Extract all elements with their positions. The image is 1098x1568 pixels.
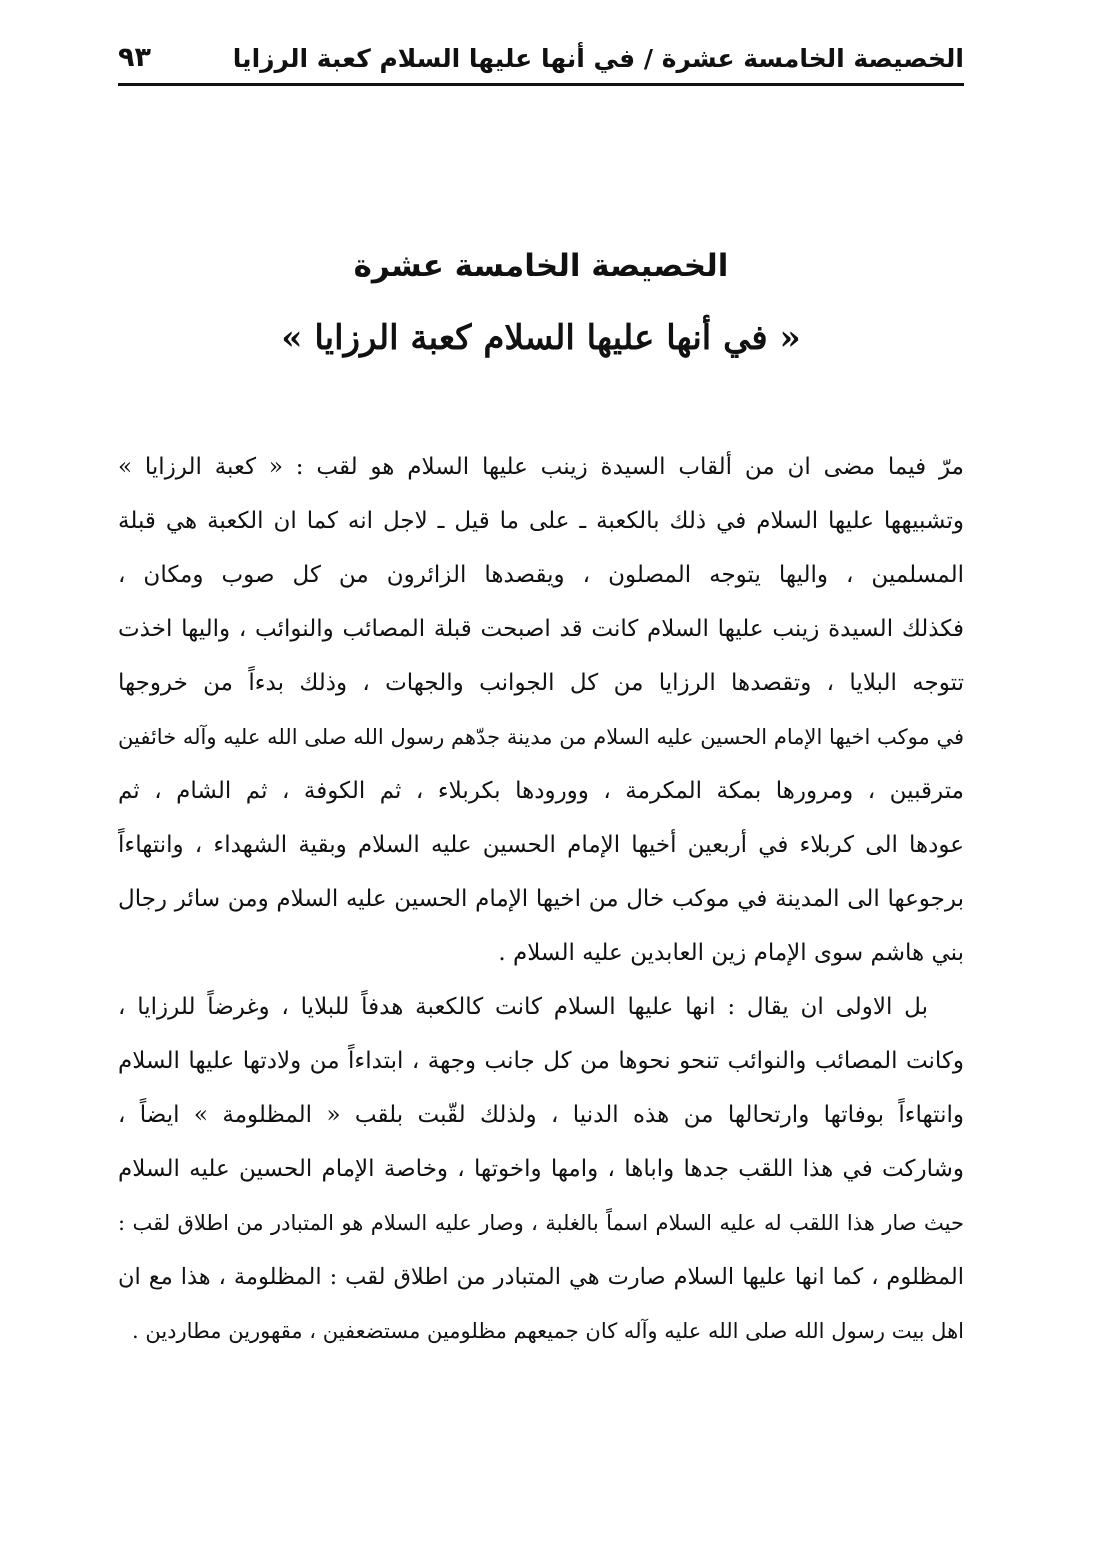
paragraph-2 (118, 980, 964, 1358)
text-line: برجوعها الى المدينة في موكب خال من اخيها الإمام الحسين عليه السلام ومن سائر رجال (118, 886, 964, 912)
text-line: في موكب اخيها الإمام الحسين عليه السلام من مدينة جدّهم رسول الله صلى الله عليه وآله خائفين (118, 725, 964, 749)
text-line: مرّ فيما مضى ان من ألقاب السيدة زينب عليها السلام هو لقب : « كعبة الرزايا » (118, 454, 964, 480)
text-line: فكذلك السيدة زينب عليها السلام كانت قد اصبحت قبلة المصائب والنوائب ، واليها اخذت (118, 616, 964, 642)
text-line: مترقبين ، ومرورها بمكة المكرمة ، وورودها بكربلاء ، ثم الكوفة ، ثم الشام ، ثم (118, 778, 964, 804)
body-text (118, 440, 964, 1358)
text-line: اهل بيت رسول الله صلى الله عليه وآله كان جميعهم مظلومين مستضعفين ، مقهورين مطاردين . (131, 1319, 964, 1343)
text-line: بني هاشم سوى الإمام زين العابدين عليه السلام . (498, 940, 964, 966)
chapter-title: الخصيصة الخامسة عشرة (353, 248, 729, 284)
page-number: ٩٣ (118, 42, 151, 73)
paragraph-1 (118, 440, 964, 980)
text-line: وشاركت في هذا اللقب جدها واباها ، وامها واخوتها ، وخاصة الإمام الحسين عليه السلام (118, 1156, 964, 1182)
text-line: وتشبيهها عليها السلام في ذلك بالكعبة ـ على ما قيل ـ لاجل انه كما ان الكعبة هي قبلة (118, 508, 964, 534)
text-line: المظلوم ، كما انها عليها السلام صارت هي المتبادر من اطلاق لقب : المظلومة ، هذا مع ان (118, 1264, 964, 1290)
text-line: وانتهاءاً بوفاتها وارتحالها من هذه الدنيا ، ولذلك لقّبت بلقب « المظلومة » ايضاً ، (118, 1102, 964, 1128)
header-rule (118, 83, 964, 86)
text-line: تتوجه البلايا ، وتقصدها الرزايا من كل الجوانب والجهات ، وذلك بدءاً من خروجها (118, 670, 964, 696)
page-header (118, 40, 964, 86)
text-line: بل الاولى ان يقال : انها عليها السلام كانت كالكعبة هدفاً للبلايا ، وغرضاً للرزايا ، (118, 994, 928, 1020)
chapter-subtitle: « في أنها عليها السلام كعبة الرزايا » (281, 318, 801, 358)
text-line: عودها الى كربلاء في أربعين أخيها الإمام الحسين عليه السلام وبقية الشهداء ، وانتهاءاً (118, 832, 964, 858)
text-line: المسلمين ، واليها يتوجه المصلون ، ويقصدها الزائرون من كل صوب ومكان ، (118, 562, 964, 588)
running-header-title: الخصيصة الخامسة عشرة / في أنها عليها السلام كعبة الرزايا (232, 44, 964, 73)
text-line: حيث صار هذا اللقب له عليه السلام اسماً بالغلبة ، وصار عليه السلام هو المتبادر من اطلاق لقب : (118, 1211, 964, 1235)
text-line: وكانت المصائب والنوائب تنحو نحوها من كل جانب وجهة ، ابتداءاً من ولادتها عليها السلام (118, 1048, 964, 1074)
